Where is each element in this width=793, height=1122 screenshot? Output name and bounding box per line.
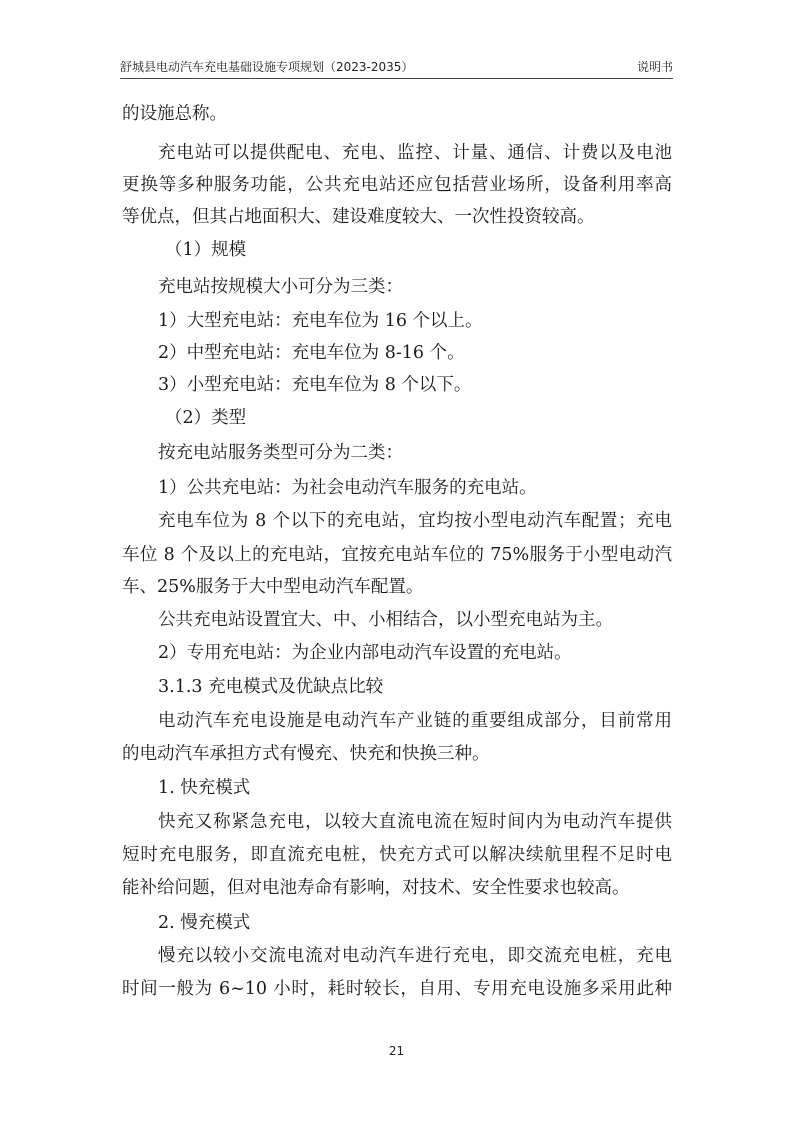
text-line: 公共充电站设置宜大、中、小相结合，以小型充电站为主。: [158, 610, 613, 630]
text-line: 更换等多种服务功能，公共充电站还应包括营业场所，设备利用率高: [122, 175, 672, 195]
text-line: 等优点，但其占地面积大、建设难度较大、一次性投资较高。: [122, 207, 595, 227]
subheading: （1）规模: [165, 240, 247, 260]
text-line: 的设施总称。: [122, 104, 227, 124]
list-item: 2）中型充电站：充电车位为 8-16 个。: [158, 343, 465, 363]
text-line: 充电车位为 8 个以下的充电站，宜均按小型电动汽车配置；充电: [158, 511, 672, 531]
text-line: 快充又称紧急充电，以较大直流电流在短时间内为电动汽车提供: [158, 812, 672, 832]
section-heading: 3.1.3 充电模式及优缺点比较: [158, 677, 384, 697]
subheading: 1. 快充模式: [158, 778, 251, 798]
text-line: 的电动汽车承担方式有慢充、快充和快换三种。: [122, 744, 490, 764]
list-item: 1）大型充电站：充电车位为 16 个以上。: [158, 311, 483, 331]
text-line: 能补给问题，但对电池寿命有影响，对技术、安全性要求也较高。: [122, 878, 630, 898]
text-line: 短时充电服务，即直流充电桩，快充方式可以解决续航里程不足时电: [122, 845, 672, 865]
list-item: 1）公共充电站：为社会电动汽车服务的充电站。: [158, 478, 537, 498]
document-title: 舒城县电动汽车充电基础设施专项规划（2023-2035）: [120, 60, 414, 74]
text-line: 车位 8 个及以上的充电站，宜按充电站车位的 75%服务于小型电动汽: [122, 545, 672, 565]
list-item: 2）专用充电站：为企业内部电动汽车设置的充电站。: [158, 643, 572, 663]
page-number: 21: [388, 1044, 405, 1058]
list-item: 3）小型充电站：充电车位为 8 个以下。: [158, 375, 472, 395]
text-line: 充电站按规模大小可分为三类：: [158, 277, 403, 297]
text-line: 时间一般为 6~10 小时，耗时较长，自用、专用充电设施多采用此种: [122, 979, 672, 999]
text-line: 电动汽车充电设施是电动汽车产业链的重要组成部分，目前常用: [158, 711, 672, 731]
subheading: 2. 慢充模式: [158, 913, 251, 933]
text-line: 按充电站服务类型可分为二类：: [158, 443, 403, 463]
section-label: 说明书: [636, 60, 673, 74]
text-line: 充电站可以提供配电、充电、监控、计量、通信、计费以及电池: [158, 143, 672, 163]
subheading: （2）类型: [165, 408, 247, 428]
text-line: 慢充以较小交流电流对电动汽车进行充电，即交流充电桩，充电: [158, 946, 672, 966]
text-line: 车、25%服务于大中型电动汽车配置。: [122, 577, 424, 597]
